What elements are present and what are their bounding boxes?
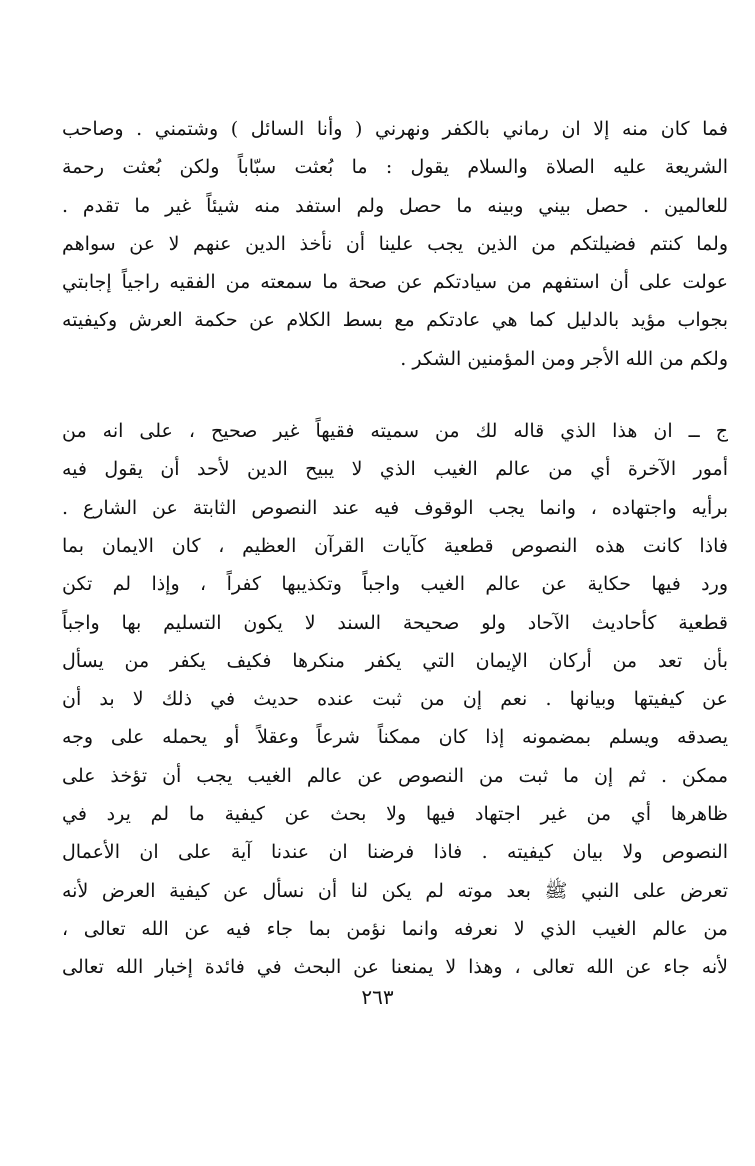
text-line: أمور الآخرة أي من عالم الغيب الذي لا يبيح الدين لأحد أن يقول فيه [62,458,728,481]
text-line: قطعية كأحاديث الآحاد ولو صحيحة السند لا يكون التسليم بها واجباً [62,611,728,634]
text-line: برأيه واجتهاده ، وانما يجب الوقوف فيه عند النصوص الثابتة عن الشارع . [62,496,728,519]
text-line: من عالم الغيب الذي لا نعرفه وانما نؤمن بما جاء فيه عن الله تعالى ، [62,917,728,940]
text-line: النصوص ولا بيان كيفيته . فاذا فرضنا ان عندنا آية على ان الأعمال [62,841,728,864]
text-line: ورد فيها حكاية عن عالم الغيب واجباً وتكذيبها كفراً ، وإذا لم تكن [62,573,728,596]
paragraph-gap [62,378,728,412]
text-line: ولما كنتم فضيلتكم من الذين يجب علينا أن نأخذ الدين عنهم لا عن سواهم [62,232,728,255]
text-line: ج ــ ان هذا الذي قاله لك من سميته فقيهاً غير صحيح ، على انه من [62,420,728,443]
question-paragraph [62,110,728,378]
text-line: بأن تعد من أركان الإيمان التي يكفر منكرها فكيف يكفر من يسأل [62,649,728,672]
text-line: الشريعة عليه الصلاة والسلام يقول : ما بُعثت سبّاباً ولكن بُعثت رحمة [62,156,728,179]
text-line: بجواب مؤيد بالدليل كما هي عادتكم مع بسط الكلام عن حكمة العرش وكيفيته [62,309,728,332]
page-body [62,110,728,987]
text-line: ظاهرها أي من غير اجتهاد فيها ولا بحث عن كيفية ما لم يرد في [62,803,728,826]
text-line: ممكن . ثم إن ما ثبت من النصوص عن عالم الغيب يجب أن تؤخذ على [62,764,728,787]
text-line: ولكم من الله الأجر ومن المؤمنين الشكر . [400,347,728,370]
text-line: فاذا كانت هذه النصوص قطعية كآيات القرآن العظيم ، كان الايمان بما [62,534,728,557]
text-line: لأنه جاء عن الله تعالى ، وهذا لا يمنعنا عن البحث في فائدة إخبار الله تعالى [62,956,728,979]
answer-paragraph [62,412,728,986]
page-number: ٢٦٣ [361,985,394,1009]
text-line: للعالمين . حصل بيني وبينه ما حصل ولم استفد منه شيئاً غير ما تقدم . [62,194,728,217]
text-line: يصدقه ويسلم بمضمونه إذا كان ممكناً شرعاً وعقلاً أو يحمله على وجه [62,726,728,749]
text-line: فما كان منه إلا ان رماني بالكفر ونهرني ( وأنا السائل ) وشتمني . وصاحب [62,118,728,140]
text-line: عولت على أن استفهم من سيادتكم عن صحة ما سمعته من الفقيه راجياً إجابتي [62,271,728,294]
text-line: عن كيفيتها وبيانها . نعم إن من ثبت عنده حديث في ذلك لا بد أن [62,688,728,711]
text-line: تعرض على النبي ﷺ بعد موته لم يكن لنا أن نسأل عن كيفية العرض لأنه [62,879,728,902]
